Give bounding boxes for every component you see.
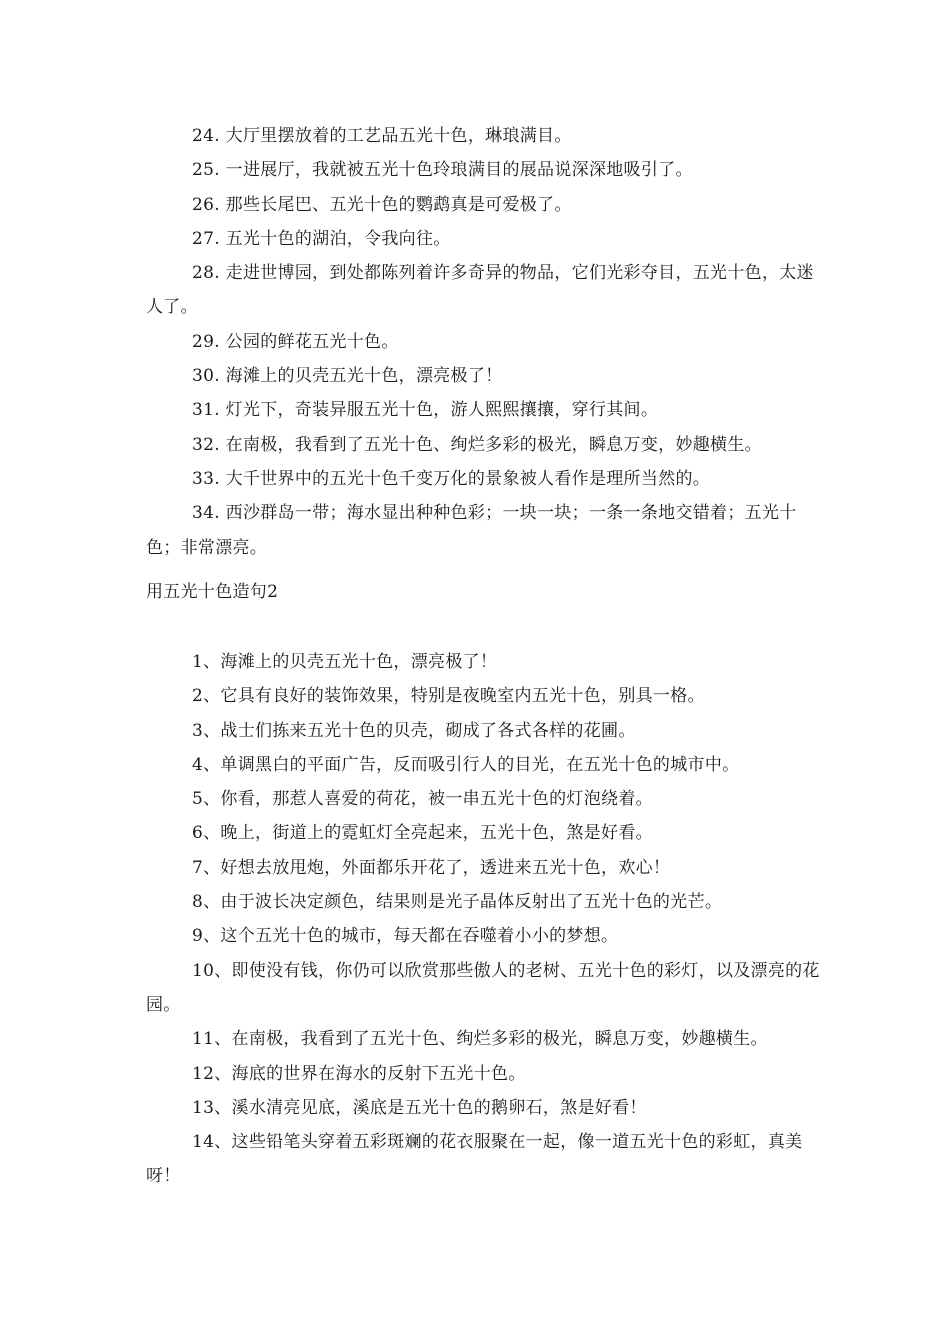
sentence-29: 29. 公园的鲜花五光十色。	[192, 331, 399, 352]
sentence-33: 33. 大千世界中的五光十色千变万化的景象被人看作是理所当然的。	[192, 468, 711, 489]
sentence-3: 3、战士们拣来五光十色的贝壳，砌成了各式各样的花圃。	[192, 720, 636, 741]
sentence-27: 27. 五光十色的湖泊，令我向往。	[192, 228, 451, 249]
sentence-list-2	[146, 645, 826, 1194]
section-heading: 用五光十色造句2	[146, 582, 279, 602]
sentence-5: 5、你看，那惹人喜爱的荷花，被一串五光十色的灯泡绕着。	[192, 789, 653, 810]
sentence-8: 8、由于波长决定颜色，结果则是光子晶体反射出了五光十色的光芒。	[192, 892, 723, 913]
sentence-26: 26. 那些长尾巴、五光十色的鹦鹉真是可爱极了。	[192, 194, 572, 215]
sentence-32: 32. 在南极，我看到了五光十色、绚烂多彩的极光，瞬息万变，妙趣横生。	[192, 434, 762, 455]
sentence-14: 14、这些铅笔头穿着五彩斑斓的花衣服聚在一起，像一道五光十色的彩虹，真美呀！	[146, 1132, 803, 1187]
sentence-13: 13、溪水清亮见底，溪底是五光十色的鹅卵石，煞是好看！	[192, 1097, 647, 1118]
sentence-12: 12、海底的世界在海水的反射下五光十色。	[192, 1063, 526, 1084]
sentence-6: 6、晚上，街道上的霓虹灯全亮起来，五光十色，煞是好看。	[192, 823, 653, 844]
sentence-9: 9、这个五光十色的城市，每天都在吞噬着小小的梦想。	[192, 926, 619, 947]
sentence-25: 25. 一进展厅，我就被五光十色玲琅满目的展品说深深地吸引了。	[192, 160, 693, 181]
sentence-24: 24. 大厅里摆放着的工艺品五光十色，琳琅满目。	[192, 126, 572, 146]
sentence-list-1	[146, 119, 826, 565]
sentence-4: 4、单调黑白的平面广告，反而吸引行人的目光，在五光十色的城市中。	[192, 754, 740, 775]
sentence-30: 30. 海滩上的贝壳五光十色，漂亮极了！	[192, 366, 503, 387]
sentence-11: 11、在南极，我看到了五光十色、绚烂多彩的极光，瞬息万变，妙趣横生。	[192, 1029, 768, 1050]
sentence-1: 1、海滩上的贝壳五光十色，漂亮极了！	[192, 652, 498, 672]
sentence-34: 34. 西沙群岛一带；海水显出种种色彩；一块一块；一条一条地交错着；五光十色；非常漂亮。	[146, 503, 797, 558]
sentence-7: 7、好想去放甩炮，外面都乐开花了，透进来五光十色，欢心！	[192, 857, 671, 878]
sentence-31: 31. 灯光下，奇装异服五光十色，游人熙熙攘攘，穿行其间。	[192, 400, 659, 421]
sentence-10: 10、即使没有钱，你仍可以欣赏那些傲人的老树、五光十色的彩灯，以及漂亮的花园。	[146, 960, 820, 1015]
sentence-2: 2、它具有良好的装饰效果，特别是夜晚室内五光十色，别具一格。	[192, 686, 705, 707]
sentence-28: 28. 走进世博园，到处都陈列着许多奇异的物品，它们光彩夺目，五光十色，太迷人了。	[146, 263, 814, 318]
